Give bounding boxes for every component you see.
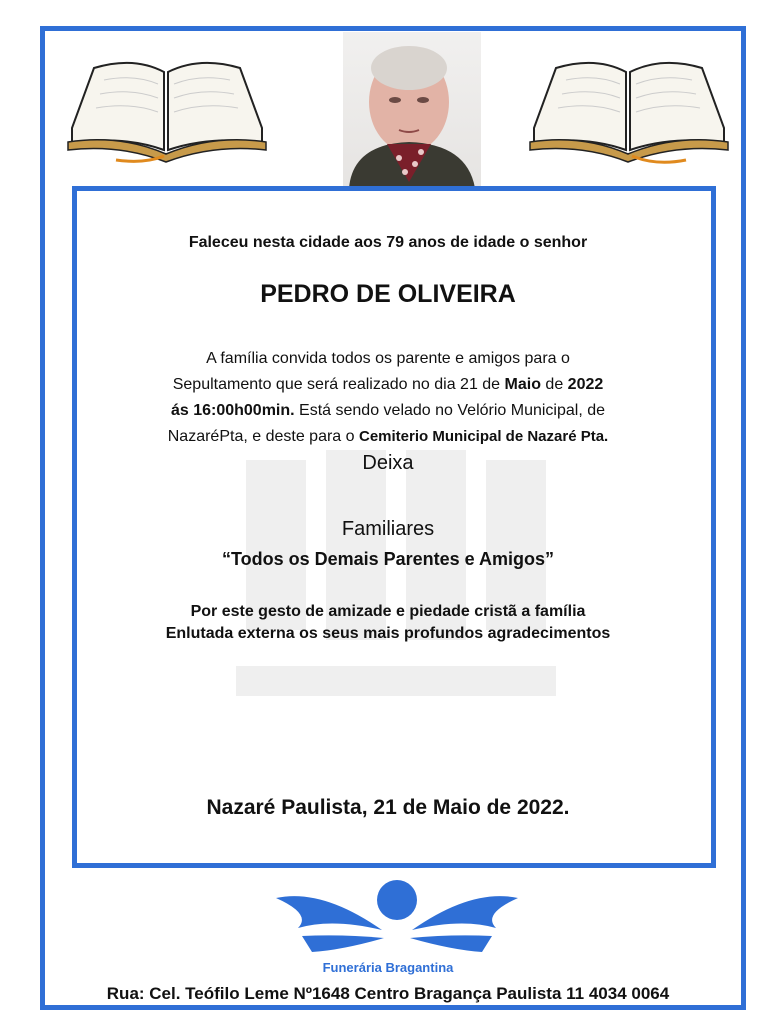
watermark-emblem [236,440,556,710]
deixa-label: Deixa [362,452,414,474]
cemetery-name: Cemiterio Municipal de Nazaré Pta. [358,428,609,445]
deceased-name: PEDRO DE OLIVEIRA [260,280,516,308]
funeraria-logo [272,878,522,954]
funeral-home-name: Funerária Bragantina [322,960,454,975]
place-date: Nazaré Paulista, 21 de Maio de 2022. [206,796,570,819]
invitation-text: Está sendo velado no Velório Municipal, de [294,402,606,419]
invitation-text: Sepultamento que será realizado no dia 21 de [172,376,505,393]
invitation-month: Maio [504,376,541,393]
familiares-label: Familiares [341,518,435,540]
intro-text: Faleceu nesta cidade aos 79 anos de idade o senhor [188,234,588,251]
thanks-line-1: Por este gesto de amizade e piedade cristã a família [190,603,586,620]
invitation-text: NazaréPta, e deste para o [167,428,359,445]
invitation-line-2 [0,372,776,398]
thanks-text [0,601,776,645]
invitation-line-4 [0,424,776,450]
invitation-line-3 [0,398,776,424]
invitation-text: de [540,376,568,393]
open-bible-icon [64,50,270,168]
open-bible-icon [526,50,732,168]
invitation-year: 2022 [567,376,604,393]
family-quote: “Todos os Demais Parentes e Amigos” [221,549,555,569]
address-line: Rua: Cel. Teófilo Leme Nº1648 Centro Bragança Paulista 11 4034 0064 [106,984,670,1003]
invitation-time: ás 16:00h00min. [170,402,295,419]
invitation-paragraph [0,346,776,450]
invitation-line-1: A família convida todos os parente e amigos para o [206,350,570,367]
deceased-photo [343,32,481,188]
thanks-line-2: Enlutada externa os seus mais profundos agradecimentos [165,625,611,642]
